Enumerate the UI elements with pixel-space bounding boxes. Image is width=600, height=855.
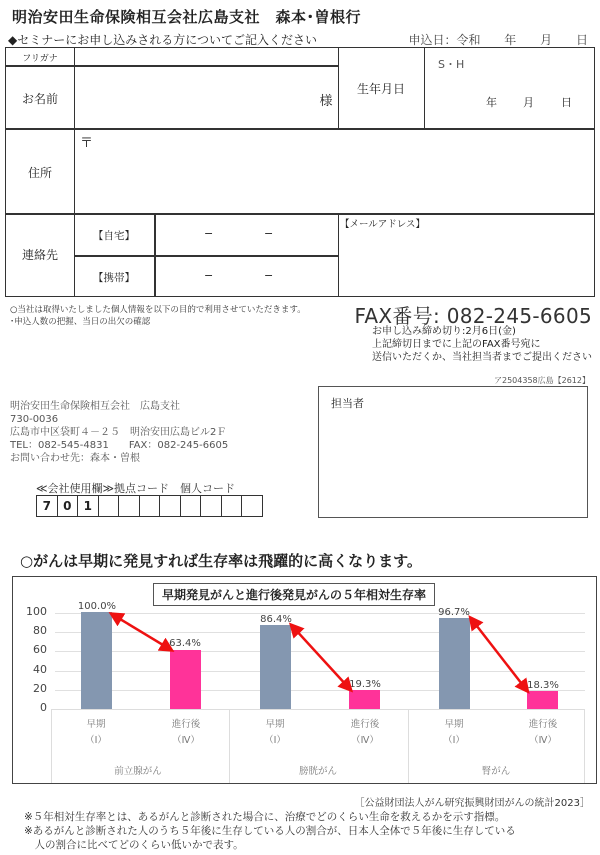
- date-day-unit: 日: [575, 33, 588, 47]
- survival-rate-chart: [12, 576, 597, 784]
- x-label-late: 進行後 （Ⅳ）: [171, 719, 201, 746]
- company-info: [10, 400, 228, 465]
- code-cell[interactable]: [222, 496, 243, 516]
- comparison-arrows-icon: [13, 577, 598, 717]
- y-tick: 60: [33, 643, 47, 656]
- x-label-early: 早期 （Ⅰ）: [85, 719, 107, 746]
- footnote-2: ※あるがんと診断された人のうち５年後に生存している人の割合が、日本人全体で５年後に生存している: [24, 825, 516, 837]
- value-label: 100.0%: [77, 601, 117, 612]
- fax-instruction-1: 上記締切日までに上記のFAX番号宛に: [372, 339, 541, 350]
- birth-year-unit: 年: [486, 96, 497, 109]
- company-address: 広島市中区袋町４－２５ 明治安田広島ビル2Ｆ: [10, 427, 227, 438]
- code-cell[interactable]: [99, 496, 120, 516]
- era-label: S・H: [438, 58, 465, 71]
- fax-instruction-2: 送信いただくか、当社担当者までご提出ください: [372, 352, 592, 363]
- application-date: [402, 31, 588, 48]
- value-label: 86.4%: [260, 614, 292, 625]
- x-label-early: 早期 （Ⅰ）: [264, 719, 286, 746]
- page-title: 明治安田生命保険相互会社広島支社 森本･曽根行: [12, 8, 362, 26]
- birth-month-unit: 月: [523, 96, 534, 109]
- y-tick: 0: [40, 701, 47, 714]
- staff-box[interactable]: [318, 386, 588, 518]
- y-tick: 100: [26, 605, 47, 618]
- furigana-label: フリガナ: [22, 54, 58, 64]
- birthdate-label: 生年月日: [356, 82, 405, 96]
- birth-day-unit: 日: [561, 96, 572, 109]
- address-input[interactable]: [76, 131, 592, 211]
- code-cell[interactable]: [181, 496, 202, 516]
- privacy-note-1: ○当社は取得いたしました個人情報を以下の目的で利用させていただきます。: [10, 305, 306, 315]
- postal-mark: 〒: [80, 136, 94, 151]
- y-tick: 20: [33, 682, 47, 695]
- code-cell[interactable]: 7: [37, 496, 58, 516]
- email-input[interactable]: [340, 230, 592, 294]
- category-prostate: 前立腺がん: [114, 766, 162, 777]
- deadline-date: お申し込み締め切り:2月6日(金): [372, 326, 516, 337]
- value-label: 18.3%: [527, 680, 559, 691]
- company-postal: 730-0036: [10, 414, 59, 425]
- company-name: 明治安田生命保険相互会社 広島支社: [10, 401, 180, 412]
- email-label: 【メールアドレス】: [340, 219, 426, 230]
- y-tick: 40: [33, 663, 47, 676]
- footnotes: [24, 810, 516, 852]
- code-cell[interactable]: [242, 496, 262, 516]
- code-cell[interactable]: [201, 496, 222, 516]
- fax-number: FAX番号: 082-245-6605: [354, 304, 592, 328]
- phone-separator: −: [204, 269, 214, 282]
- value-label: 19.3%: [349, 679, 381, 690]
- category-bladder: 膀胱がん: [298, 766, 337, 777]
- privacy-note-2: ･申込人数の把握、当日の出欠の確認: [10, 317, 151, 327]
- company-contact: お問い合わせ先：森本・曽根: [10, 453, 140, 464]
- office-use-label: ≪会社使用欄≫拠点コード 個人コード: [36, 482, 236, 495]
- application-form: [5, 47, 595, 297]
- x-label-early: 早期 （Ⅰ）: [443, 719, 465, 746]
- date-year-unit: 年: [504, 33, 517, 47]
- data-source: ［公益財団法人がん研究振興財団がんの統計2023］: [354, 798, 590, 809]
- value-label: 96.7%: [438, 607, 470, 618]
- address-label: 住所: [27, 166, 52, 180]
- name-label: お名前: [21, 92, 58, 106]
- code-cell[interactable]: 0: [58, 496, 79, 516]
- privacy-notes: [10, 304, 306, 328]
- company-tel-fax: TEL：082-545-4831 FAX：082-245-6605: [10, 440, 229, 451]
- home-phone-input[interactable]: [156, 215, 337, 254]
- document-code: ア2504358広島【2612】: [494, 376, 590, 385]
- footnote-1: ※５年相対生存率とは、あるがんと診断された場合に、治療でどのくらい生命を救えるかを示す指標。: [24, 811, 506, 823]
- y-tick: 80: [33, 624, 47, 637]
- form-instruction: ◆セミナーにお申し込みされる方についてご記入ください: [8, 33, 317, 47]
- code-cell[interactable]: [119, 496, 140, 516]
- deadline-info: [372, 325, 592, 364]
- mobile-phone-label: 【携帯】: [93, 272, 135, 284]
- mobile-phone-input[interactable]: [156, 257, 337, 295]
- footnote-3: 人の割合に比べてどのくらい低いかで表す。: [24, 839, 244, 851]
- office-code-grid: [36, 495, 263, 517]
- category-kidney: 腎がん: [481, 766, 511, 777]
- phone-separator: −: [264, 269, 274, 282]
- value-label: 63.4%: [169, 638, 201, 649]
- staff-label: 担当者: [331, 397, 364, 410]
- code-cell[interactable]: [140, 496, 161, 516]
- date-month-unit: 月: [540, 33, 553, 47]
- home-phone-label: 【自宅】: [93, 230, 135, 242]
- application-date-label: 申込日：令和: [408, 33, 481, 47]
- name-input[interactable]: [76, 68, 336, 126]
- chart-title: 早期発見がんと進行後発見がんの５年相対生存率: [153, 583, 435, 606]
- section-heading: ○がんは早期に発見すれば生存率は飛躍的に高くなります。: [20, 552, 422, 570]
- code-cell[interactable]: 1: [78, 496, 99, 516]
- furigana-input[interactable]: [76, 49, 336, 64]
- name-suffix: 様: [319, 94, 333, 109]
- contact-label: 連絡先: [21, 248, 58, 262]
- x-label-late: 進行後 （Ⅳ）: [350, 719, 380, 746]
- phone-separator: −: [264, 227, 274, 240]
- phone-separator: −: [204, 227, 214, 240]
- x-label-late: 進行後 （Ⅳ）: [528, 719, 558, 746]
- code-cell[interactable]: [160, 496, 181, 516]
